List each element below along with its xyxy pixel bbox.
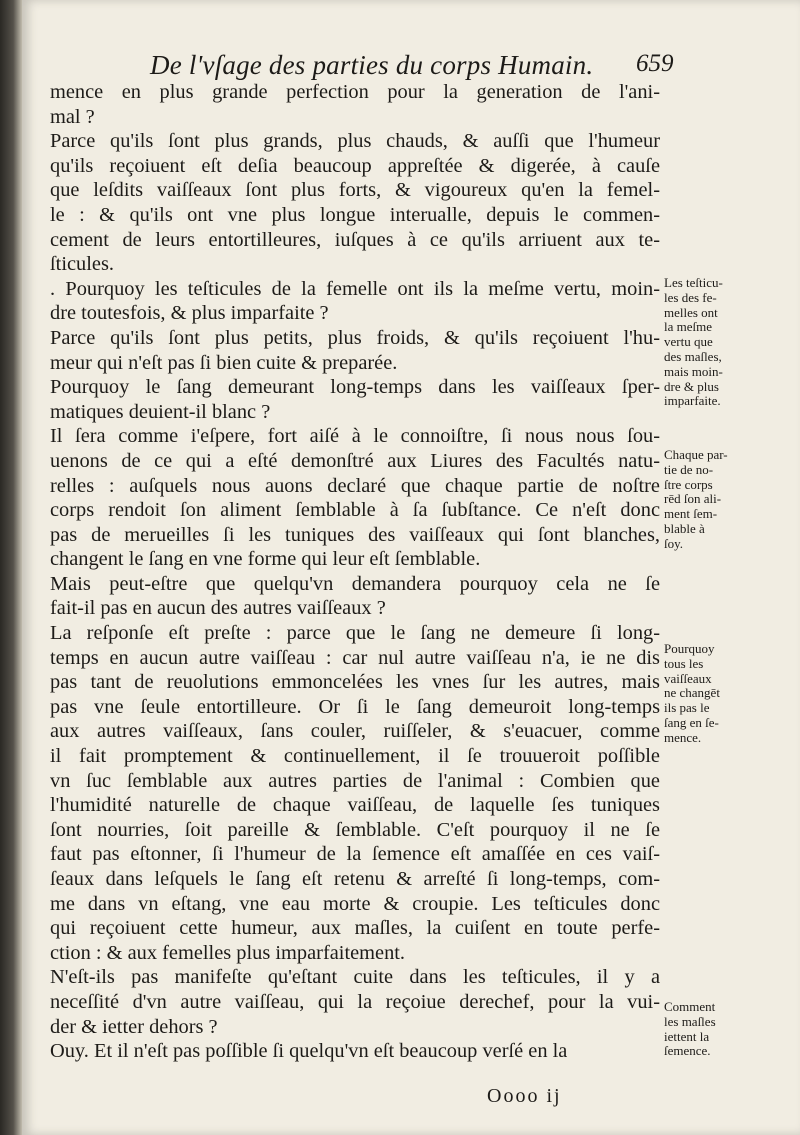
book-spine-shadow [0,0,24,1135]
marginal-note-line: Chaque par- [664,447,728,462]
marginal-note-line: imparfaite. [664,393,721,409]
marginal-note-line: ſemence. [664,1043,711,1059]
text-line: temps en aucun autre vaiſſeau : car nul autre vaiſſeau n'a, ie ne dis [50,646,660,669]
marginal-note-line: vertu que [664,334,713,350]
text-line: me dans vn eſtang, vne eau morte & croupie. Les teſticules donc [50,892,660,915]
text-line: uenons de ce qui a eſté demonſtré aux Liures des Facultés natu- [50,449,660,472]
text-line: Parce qu'ils ſont plus grands, plus chauds, & auſſi que l'humeur [50,130,660,153]
marginal-note-line: mais moin- [664,363,723,379]
text-line: vn ſuc ſemblable aux autres parties de l'animal : Combien que [50,769,660,792]
text-line: Ouy. Et il n'eſt pas poſſible ſi quelqu'vn eſt beaucoup verſé en la [50,1040,568,1063]
marginal-note-line: mence. [664,729,702,745]
marginal-note-line: ment ſem- [664,506,718,522]
marginal-note-line: ſtre corps [664,476,713,492]
marginal-note-why-vessels [664,642,774,746]
marginal-note-line: les maſles [664,1013,716,1029]
running-title: De l'vſage des parties du corps Humain. [150,50,594,80]
text-line: qui reçoiuent cette humeur, aux maſles, la cuiſent en toute perfe- [50,917,660,940]
text-line: l'humidité naturelle de chaque vaiſſeau, de laquelle ſes tuniques [50,794,660,817]
marginal-note-line: Pourquoy [664,641,715,656]
text-line: ſticules. [50,253,114,276]
marginal-note-line: ne changēt [664,685,720,701]
marginal-note-line: la meſme [664,319,713,335]
text-line: il fait promptement & continuellement, il ſe trouueroit poſſible [50,745,660,768]
marginal-note-line: iettent la [664,1028,710,1044]
marginal-note-line: melles ont [664,304,718,320]
marginal-note-line: ſang en ſe- [664,714,719,730]
text-line: qu'ils reçoiuent eſt deſia beaucoup appreſtée & digerée, à cauſe [50,154,660,177]
text-line: Pourquoy le ſang demeurant long-temps dans les vaiſſeaux ſper- [50,376,660,399]
marginal-note-line: Les teſticu- [664,275,723,290]
marginal-note-testicles-female [664,276,774,409]
text-line: mal ? [50,105,95,128]
text-line: changent le ſang en vne forme qui leur eſt ſemblable. [50,548,481,571]
text-line: Parce qu'ils ſont plus petits, plus froids, & qu'ils reçoiuent l'hu- [50,326,660,349]
marginal-note-line: dre & plus [664,378,719,394]
text-line: faut pas eſtonner, ſi l'humeur de la ſemence eſt amaſſée en ces vaiſ- [50,843,660,866]
marginal-note-line: ils pas le [664,700,710,716]
text-line: La reſponſe eſt preſte : parce que le ſang ne demeure ſi long- [50,622,660,645]
text-line: pas vne ſeule entortilleure. Or ſi le ſang demeuroit long-temps [50,695,660,718]
text-line: ſeaux dans leſquels le ſang eſt retenu & arreſté ſi long-temps, com- [50,868,660,890]
marginal-note-line: rēd ſon ali- [664,491,722,507]
text-line: corps rendoit ſon aliment ſemblable à ſa ſubſtance. Ce n'eſt donc [50,499,660,522]
text-line: mence en plus grande perfection pour la generation de l'ani- [50,81,660,103]
marginal-note-nourishment [664,448,774,552]
main-text-block [50,80,660,1064]
text-line: ction : & aux femelles plus imparfaitement. [50,941,406,964]
text-line: dre toutesfois, & plus imparfaite ? [50,302,329,325]
text-line: matiques deuient-il blanc ? [50,400,271,423]
text-line: neceſſité d'vn autre vaiſſeau, qui la reçoiue derechef, pour la vui- [50,990,660,1013]
text-line: N'eſt-ils pas manifeſte qu'eſtant cuite dans les teſticules, il y a [50,966,660,989]
text-line: der & ietter dehors ? [50,1015,218,1038]
marginal-note-line: vaiſſeaux [664,670,712,686]
text-line: Mais peut-eſtre que quelqu'vn demandera pourquoy cela ne ſe [50,572,660,595]
text-line: cement de leurs entortilleures, iuſques à ce qu'ils arriuent aux te- [50,228,660,251]
marginal-note-line: tie de no- [664,461,714,477]
text-line: fait-il pas en aucun des autres vaiſſeaux ? [50,597,386,620]
text-line: . Pourquoy les teſticules de la femelle ont ils la meſme vertu, moin- [50,277,660,300]
text-line: Il ſera comme i'eſpere, fort aiſé à le connoiſtre, ſi nous nous ſou- [50,425,660,448]
marginal-note-line: des maſles, [664,348,722,364]
text-line: pas tant de reuolutions emmoncelées les vnes ſur les autres, mais [50,671,660,694]
text-line: relles : auſquels nous auons declaré que chaque partie de noſtre [50,474,660,497]
marginal-note-line: Comment [664,999,716,1014]
text-line: aux autres vaiſſeaux, ſans couler, ruiſſeler, & s'euacuer, comme [50,720,660,743]
text-line: le : & qu'ils ont vne plus longue interualle, depuis le commen- [50,203,660,226]
marginal-note-line: blable à [664,520,705,536]
text-line: meur qui n'eſt pas ſi bien cuite & preparée. [50,351,398,374]
marginal-note-ejection [664,1000,774,1059]
text-line: ſont nourries, ſoit pareille & ſemblable. C'eſt pourquoy il ne ſe [50,818,660,841]
signature-mark: Oooo ij [487,1085,562,1107]
text-line: pas de merueilles ſi les tuniques des vaiſſeaux qui ſont blanches, [50,523,660,546]
marginal-note-line: les des fe- [664,289,717,305]
page-number: 659 [636,50,674,77]
marginal-note-line: ſoy. [664,535,684,551]
marginal-note-line: tous les [664,655,704,671]
text-line: que leſdits vaiſſeaux ſont plus forts, & vigoureux qu'en la femel- [50,179,660,202]
